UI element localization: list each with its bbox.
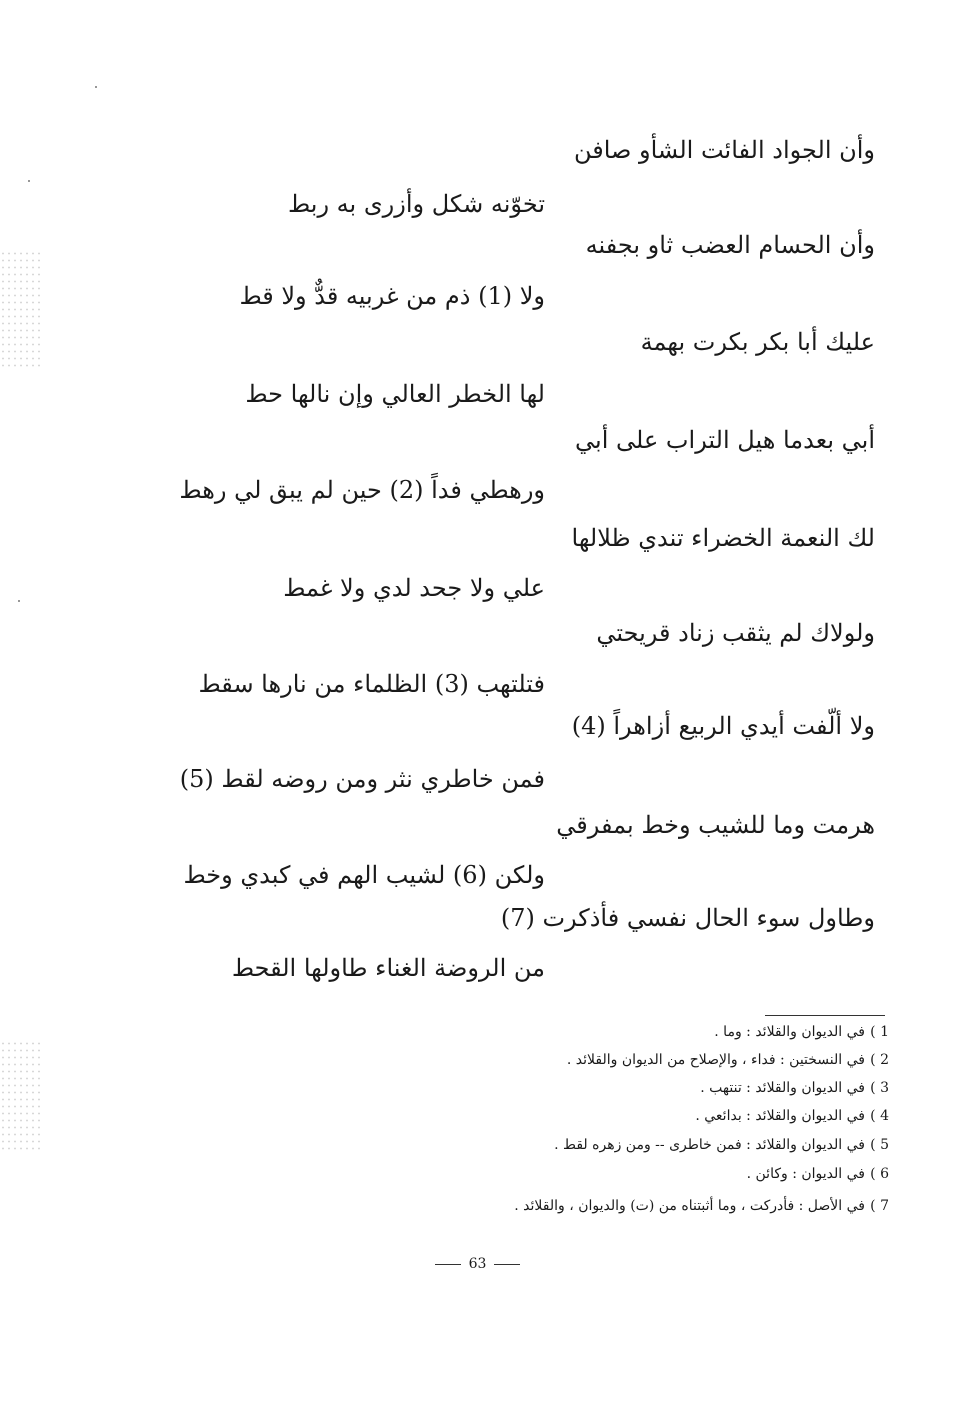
footnote xyxy=(514,1194,889,1218)
footnote xyxy=(714,1020,889,1044)
verse-line: فمن خاطري نثر ومن روضه لقط (5) xyxy=(179,765,545,793)
footnote xyxy=(554,1133,889,1157)
footnote-number: 4 ) xyxy=(870,1108,889,1124)
footnote-text: في الأصل : فأدركت ، وما أثبتناه من (ت) والديوان ، والقلائد . xyxy=(514,1198,865,1214)
footnote-number: 1 ) xyxy=(870,1024,889,1040)
footnote-number: 3 ) xyxy=(870,1080,889,1096)
page-number-value: 63 xyxy=(468,1256,487,1272)
verse-line: ولا ألّفت أيدي الربيع أزاهراً (4) xyxy=(571,712,875,740)
footnote-divider xyxy=(765,1015,885,1016)
verse-line: وأن الحسام العضب ثاو بجفنه xyxy=(585,231,875,259)
footnote-text: في الديوان والقلائد : فمن خاطرى -- ومن زهره لقط . xyxy=(554,1137,865,1153)
footnote xyxy=(567,1048,889,1072)
footnote xyxy=(700,1076,889,1100)
verse-line: هرمت وما للشيب وخط بمفرقي xyxy=(556,811,875,839)
verse-line: ولولاك لم يثقب زناد قريحتي xyxy=(596,619,875,647)
verse-line: ولكن (6) لشيب الهم في كبدي وخط xyxy=(183,861,545,889)
verse-line: فتلتهب (3) الظلماء من نارها سقط xyxy=(198,670,545,698)
verse-line: وطاول سوء الحال نفسي فأذكرت (7) xyxy=(500,904,875,932)
footnote xyxy=(747,1162,889,1186)
page-number-dash xyxy=(435,1264,461,1265)
footnote-number: 2 ) xyxy=(870,1052,889,1068)
verse-line: عليك أبا بكر بكرت بهمة xyxy=(640,328,875,356)
verse-line: ولا (1) ذم من غربيه قدٌّ ولا قط xyxy=(239,282,545,310)
footnote-number: 6 ) xyxy=(870,1166,889,1182)
footnote-number: 5 ) xyxy=(870,1137,889,1153)
footnote-text: في الديوان والقلائد : تنتهب . xyxy=(700,1080,865,1096)
verse-line: أبي بعدما هيل التراب على أبي xyxy=(575,426,875,454)
verse-line: من الروضة الغناء طاولها القحط xyxy=(231,954,545,982)
footnote-text: في النسختين : فداء ، والإصلاح من الديوان والقلائد . xyxy=(566,1052,865,1068)
footnote-text: في الديوان والقلائد : بدائعي . xyxy=(695,1108,865,1124)
page-number-dash xyxy=(494,1264,520,1265)
footnote xyxy=(695,1104,889,1128)
verse-line: تخوّنه شكل وأزرى به ربط xyxy=(288,190,545,218)
footnote-text: في الديوان والقلائد : وما . xyxy=(714,1024,865,1040)
verse-line: لك النعمة الخضراء تندي ظلالها xyxy=(571,524,875,552)
verse-line: لها الخطر العالي وإن نالها حط xyxy=(245,380,545,408)
verse-line: ورهطي فداً (2) حين لم يبق لي رهط xyxy=(179,476,545,504)
scan-noise xyxy=(0,1040,40,1150)
footnote-text: في الديوان : وكائن . xyxy=(746,1166,865,1182)
footnote-number: 7 ) xyxy=(870,1198,889,1214)
verse-line: وأن الجواد الفائت الشأو صافن xyxy=(573,136,875,164)
verse-line: علي ولا جحد لدي ولا غمط xyxy=(283,574,545,602)
page-number xyxy=(0,1252,955,1276)
